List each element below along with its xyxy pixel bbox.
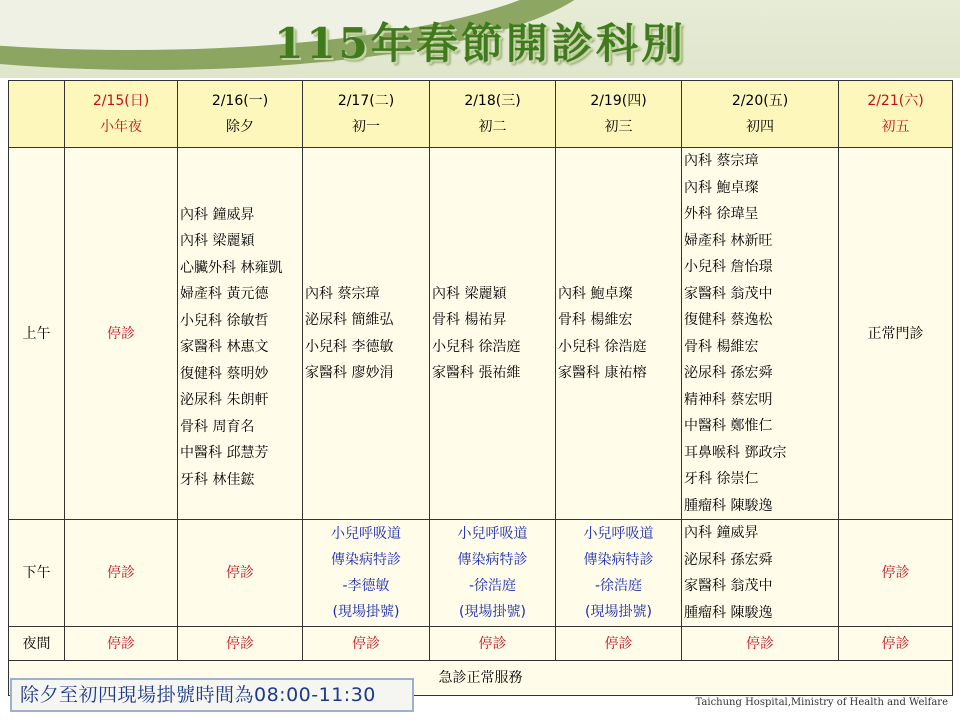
closed-cell: 停診 <box>839 627 953 661</box>
doctor-entry: 內科 蔡宗璋 <box>684 153 759 169</box>
special-doctor: -徐浩庭 <box>468 578 517 594</box>
closed-cell: 停診 <box>839 520 953 627</box>
doctor-entry: 小兒科 李德敏 <box>305 338 394 355</box>
doctor-entry: 小兒科 徐浩庭 <box>558 338 647 355</box>
pediatric-special-clinic <box>303 520 430 627</box>
day-date: 2/21(六) <box>867 93 924 109</box>
doctor-entry: 骨科 周育名 <box>180 418 255 435</box>
doctor-entry: 婦產科 林新旺 <box>684 232 773 249</box>
doctor-entry: 婦產科 黃元德 <box>180 286 269 303</box>
closed-cell: 停診 <box>556 627 682 661</box>
row-label-morning: 上午 <box>9 148 65 520</box>
pediatric-special-clinic <box>556 520 682 627</box>
corner-cell <box>9 81 65 148</box>
special-line1: 小兒呼吸道 <box>457 526 528 542</box>
doctor-entry: 腫瘤科 陳駿逸 <box>684 604 773 621</box>
doctor-entry: 家醫科 翁茂中 <box>684 578 773 594</box>
doctor-entry: 復健科 蔡逸松 <box>684 312 773 328</box>
row-label-night: 夜間 <box>9 627 65 661</box>
morning-row <box>9 148 953 520</box>
doctor-entry: 小兒科 詹怡璟 <box>684 259 773 275</box>
pediatric-special-clinic <box>430 520 556 627</box>
day-date: 2/17(二) <box>337 93 395 109</box>
afternoon-row <box>9 520 953 627</box>
doctor-entry: 內科 鐘威昇 <box>180 206 255 223</box>
day-header <box>682 81 839 148</box>
doctor-entry: 泌尿科 孫宏舜 <box>684 365 773 381</box>
doctor-entry: 腫瘤科 陳駿逸 <box>684 497 773 514</box>
doctor-entry: 外科 徐瑋呈 <box>684 206 759 222</box>
closed-cell: 停診 <box>303 627 430 661</box>
special-line1: 小兒呼吸道 <box>583 526 654 542</box>
day-name: 初四 <box>746 119 774 135</box>
day-date: 2/19(四) <box>590 93 647 109</box>
emergency-service: 急診正常服務 <box>9 661 953 696</box>
day-date: 2/16(一) <box>211 93 269 109</box>
doctor-entry: 精神科 蔡宏明 <box>684 391 773 408</box>
closed-cell: 停診 <box>65 627 178 661</box>
doctor-entry: 骨科 楊維宏 <box>558 312 633 328</box>
doctor-list-d5 <box>682 148 839 520</box>
doctor-entry: 中醫科 鄭惟仁 <box>684 418 773 434</box>
day-header <box>839 81 953 148</box>
normal-clinic-cell: 正常門診 <box>839 148 953 520</box>
doctor-entry: 泌尿科 朱朗軒 <box>180 392 269 409</box>
registration-time-note: 除夕至初四現場掛號時間為08:00-11:30 <box>10 678 414 712</box>
row-label-afternoon: 下午 <box>9 520 65 627</box>
doctor-entry: 家醫科 廖妙涓 <box>305 365 394 381</box>
doctor-entry: 內科 鐘威昇 <box>684 525 759 541</box>
day-name: 小年夜 <box>100 119 142 135</box>
special-line2: 傳染病特診 <box>331 552 401 568</box>
doctor-list-d3 <box>430 148 556 520</box>
doctor-entry: 家醫科 張祐維 <box>432 365 521 381</box>
doctor-entry: 內科 梁麗穎 <box>432 285 507 302</box>
closed-cell: 停診 <box>682 627 839 661</box>
hospital-credit: Taichung Hospital,Ministry of Health and Welfare <box>695 697 948 708</box>
doctor-entry: 家醫科 康祐榕 <box>558 365 647 381</box>
doctor-entry: 小兒科 徐浩庭 <box>432 338 521 355</box>
doctor-entry: 骨科 楊祐昇 <box>432 312 507 328</box>
day-name: 初二 <box>478 119 507 135</box>
doctor-entry: 家醫科 林惠文 <box>180 339 269 356</box>
doctor-entry: 內科 鮑卓璨 <box>558 285 633 302</box>
day-header <box>303 81 430 148</box>
day-name: 初一 <box>352 119 380 135</box>
closed-cell: 停診 <box>430 627 556 661</box>
special-line2: 傳染病特診 <box>583 552 654 568</box>
doctor-entry: 復健科 蔡明妙 <box>180 365 269 382</box>
doctor-entry: 耳鼻喉科 鄧政宗 <box>684 444 787 461</box>
closed-cell: 停診 <box>65 148 178 520</box>
special-line2: 傳染病特診 <box>457 552 528 568</box>
special-note: (現場掛號) <box>459 604 526 620</box>
night-row <box>9 627 953 661</box>
doctor-entry: 內科 鮑卓璨 <box>684 179 759 196</box>
doctor-entry: 中醫科 邱慧芳 <box>180 445 269 462</box>
doctor-entry: 心臟外科 林雍凱 <box>180 259 283 276</box>
day-header <box>178 81 303 148</box>
doctor-entry: 泌尿科 孫宏舜 <box>684 551 773 568</box>
doctor-entry: 家醫科 翁茂中 <box>684 285 773 302</box>
special-doctor: -徐浩庭 <box>594 578 643 594</box>
closed-cell: 停診 <box>178 520 303 627</box>
day-name: 除夕 <box>226 119 254 135</box>
day-header <box>430 81 556 148</box>
special-note: (現場掛號) <box>332 604 400 620</box>
closed-cell: 停診 <box>178 627 303 661</box>
special-line1: 小兒呼吸道 <box>331 526 401 542</box>
schedule-table <box>8 80 953 696</box>
header-row <box>9 81 953 148</box>
doctor-list-d2 <box>303 148 430 520</box>
closed-cell: 停診 <box>65 520 178 627</box>
day-name: 初五 <box>881 119 910 135</box>
doctor-entry: 牙科 徐崇仁 <box>684 471 759 487</box>
doctor-entry: 骨科 楊維宏 <box>684 338 759 355</box>
day-date: 2/20(五) <box>731 93 789 109</box>
doctor-entry: 內科 蔡宗璋 <box>305 285 380 302</box>
doctor-list-afternoon-d5 <box>682 520 839 627</box>
doctor-entry: 泌尿科 簡維弘 <box>305 312 394 328</box>
day-date: 2/15(日) <box>92 93 150 109</box>
special-doctor: -李德敏 <box>342 578 390 594</box>
doctor-list-d4 <box>556 148 682 520</box>
day-name: 初三 <box>604 119 633 135</box>
doctor-entry: 牙科 林佳鋐 <box>180 471 255 488</box>
day-header <box>556 81 682 148</box>
day-header <box>65 81 178 148</box>
doctor-entry: 小兒科 徐敏哲 <box>180 312 269 329</box>
doctor-entry: 內科 梁麗穎 <box>180 233 255 250</box>
special-note: (現場掛號) <box>585 604 652 620</box>
page-title: 115年春節開診科別 <box>274 19 686 68</box>
day-date: 2/18(三) <box>464 93 521 109</box>
doctor-list-d1 <box>178 148 303 520</box>
